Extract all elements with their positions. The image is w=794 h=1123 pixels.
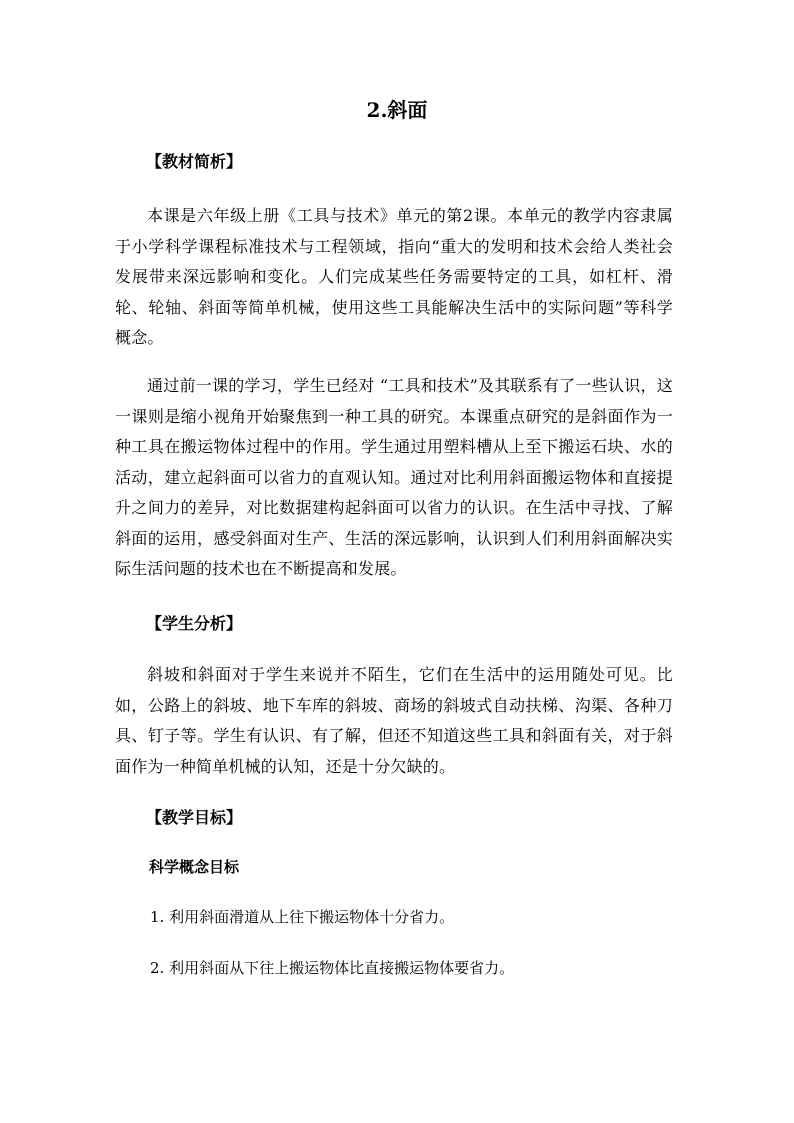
section-heading-textbook-analysis: 【教材简析】 <box>146 152 243 171</box>
section-heading-student-analysis: 【学生分析】 <box>146 614 243 633</box>
paragraph-textbook-analysis-1: 本课是六年级上册《工具与技术》单元的第2课。本单元的教学内容隶属于小学科学课程标准技术与工程领域，指向“重大的发明和技术会给人类社会发展带来深远影响和变化。人们完成某些任务需要特定的工具，如杠杆、滑轮、轮轴、斜面等简单机械，使用这些工具能解决生活中的实际问题”等科学概念。 <box>115 206 673 347</box>
paragraph-textbook-analysis-2: 通过前一课的学习，学生已经对 “工具和技术”及其联系有了一些认识，这一课则是缩小视角开始聚焦到一种工具的研究。本课重点研究的是斜面作为一种工具在搬运物体过程中的作用。学生通过用塑料槽从上至下搬运石块、水的活动，建立起斜面可以省力的直观认知。通过对比利用斜面搬运物体和直接提升之间力的差异，对比数据建构起斜面可以省力的认识。在生活中寻找、了解斜面的运用，感受斜面对生产、生活的深远影响，认识到人们利用斜面解决实际生活问题的技术也在不断提高和发展。 <box>115 376 673 578</box>
goal-item-1: 1. 利用斜面滑道从上往下搬运物体十分省力。 <box>150 908 455 926</box>
document-title: 2.斜面 <box>366 98 428 122</box>
section-heading-teaching-goals: 【教学目标】 <box>146 808 243 827</box>
paragraph-student-analysis-1: 斜坡和斜面对于学生来说并不陌生，它们在生活中的运用随处可见。比如，公路上的斜坡、地下车库的斜坡、商场的斜坡式自动扶梯、沟渠、各种刀具、钉子等。学生有认识、有了解，但还不知道这些工具和斜面有关，对于斜面作为一种简单机械的认知，还是十分欠缺的。 <box>115 665 673 776</box>
subheading-science-concept-goals: 科学概念目标 <box>149 858 240 876</box>
goal-item-2: 2. 利用斜面从下往上搬运物体比直接搬运物体要省力。 <box>150 959 515 977</box>
